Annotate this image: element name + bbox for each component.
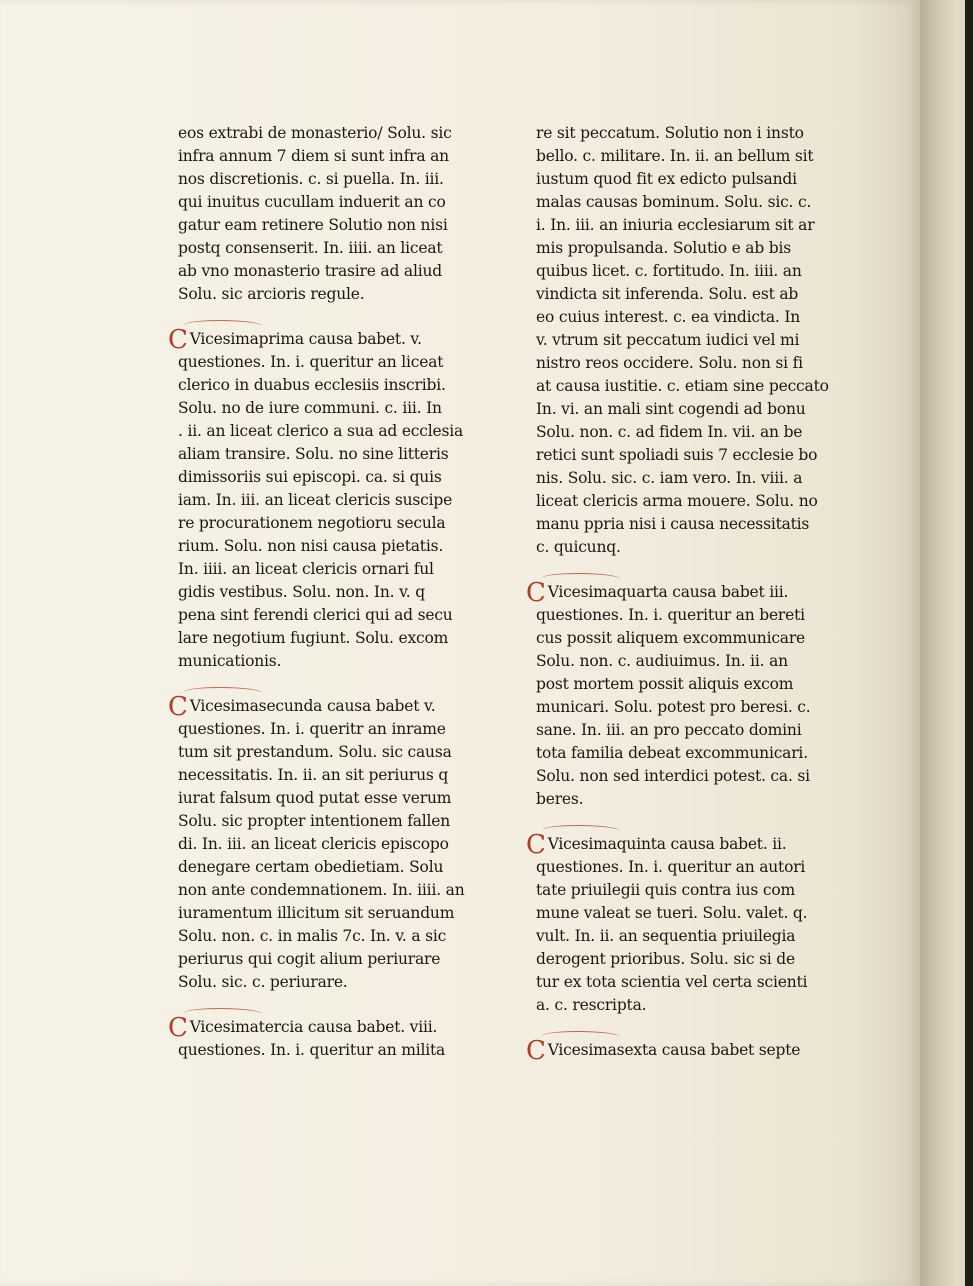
text-line	[178, 1039, 488, 1062]
line-text: di. In. iii. an liceat clericis episcopo	[178, 835, 449, 853]
line-text: nis. Solu. sic. c. iam vero. In. viii. a	[536, 469, 803, 487]
text-line	[178, 741, 488, 764]
line-text: infra annum 7 diem si sunt infra an	[178, 147, 449, 165]
text-line	[536, 122, 846, 145]
text-line	[178, 787, 488, 810]
line-text: nistro reos occidere. Solu. non si fi	[536, 354, 803, 372]
text-line	[526, 1036, 846, 1066]
text-line	[536, 398, 846, 421]
text-line	[536, 306, 846, 329]
line-text: iurat falsum quod putat esse verum	[178, 789, 452, 807]
text-line	[178, 512, 488, 535]
text-line	[178, 397, 488, 420]
rubricated-paragraph	[168, 692, 488, 994]
line-text: Solu. sic. c. periurare.	[178, 973, 348, 991]
text-line	[536, 765, 846, 788]
rubric-flourish	[184, 320, 262, 331]
text-line	[178, 604, 488, 627]
text-line	[178, 237, 488, 260]
line-text: Solu. sic arcioris regule.	[178, 285, 365, 303]
line-text: sane. In. iii. an pro peccato domini	[536, 721, 802, 739]
line-text: gatur eam retinere Solutio non nisi	[178, 216, 448, 234]
text-line	[536, 994, 846, 1017]
line-text: quibus licet. c. fortitudo. In. iiii. an	[536, 262, 802, 280]
line-text: Solu. non sed interdici potest. ca. si	[536, 767, 810, 785]
text-line	[536, 719, 846, 742]
text-line	[178, 260, 488, 283]
line-text: Vicesimaquarta causa babet iii.	[547, 583, 789, 601]
text-line	[536, 627, 846, 650]
rubricated-paragraph	[168, 325, 488, 673]
line-text: Vicesimaquinta causa babet. ii.	[547, 835, 787, 853]
text-line	[526, 830, 846, 860]
rubricated-paragraph	[526, 830, 846, 1017]
text-line	[536, 742, 846, 765]
text-line	[536, 375, 846, 398]
line-text: cus possit aliquem excommunicare	[536, 629, 806, 647]
text-line	[178, 214, 488, 237]
rubric-initial: C	[168, 325, 188, 355]
text-line	[178, 627, 488, 650]
line-text: non ante condemnationem. In. iiii. an	[178, 881, 465, 899]
text-line	[178, 489, 488, 512]
line-text: beres.	[536, 790, 584, 808]
text-line	[178, 191, 488, 214]
line-text: municari. Solu. potest pro beresi. c.	[536, 698, 811, 716]
line-text: nos discretionis. c. si puella. In. iii.	[178, 170, 444, 188]
text-line	[168, 692, 488, 722]
paragraph	[178, 122, 488, 306]
line-text: . ii. an liceat clerico a sua ad ecclesia	[178, 422, 464, 440]
text-line	[536, 696, 846, 719]
text-line	[178, 443, 488, 466]
line-text: necessitatis. In. ii. an sit periurus q	[178, 766, 449, 784]
text-line	[536, 260, 846, 283]
line-text: Solu. non. c. in malis 7c. In. v. a sic	[178, 927, 447, 945]
line-text: questiones. In. i. queritur an autori	[536, 858, 806, 876]
line-text: malas causas bominum. Solu. sic. c.	[536, 193, 812, 211]
line-text: vult. In. ii. an sequentia priuilegia	[536, 927, 796, 945]
line-text: iam. In. iii. an liceat clericis suscipe	[178, 491, 453, 509]
line-text: postq consenserit. In. iiii. an liceat	[178, 239, 443, 257]
line-text: derogent prioribus. Solu. sic si de	[536, 950, 795, 968]
rubric-initial: C	[526, 830, 546, 860]
text-line	[536, 788, 846, 811]
text-line	[536, 902, 846, 925]
line-text: In. iiii. an liceat clericis ornari ful	[178, 560, 434, 578]
line-text: tate priuilegii quis contra ius com	[536, 881, 795, 899]
line-text: v. vtrum sit peccatum iudici vel mi	[536, 331, 800, 349]
text-line	[536, 191, 846, 214]
rubricated-paragraph	[526, 578, 846, 811]
rubric-flourish	[184, 687, 262, 698]
text-line	[536, 421, 846, 444]
text-line	[536, 145, 846, 168]
line-text: bello. c. militare. In. ii. an bellum sit	[536, 147, 814, 165]
text-line	[536, 650, 846, 673]
line-text: Solu. sic propter intentionem fallen	[178, 812, 451, 830]
text-line	[536, 513, 846, 536]
line-text: Solu. no de iure communi. c. iii. In	[178, 399, 442, 417]
rubric-initial: C	[526, 1036, 546, 1066]
text-line	[536, 971, 846, 994]
text-line	[536, 673, 846, 696]
text-line	[536, 329, 846, 352]
line-text: questiones. In. i. queritur an bereti	[536, 606, 805, 624]
rubricated-paragraph	[526, 1036, 846, 1066]
line-text: qui inuitus cucullam induerit an co	[178, 193, 446, 211]
text-line	[536, 352, 846, 375]
line-text: tur ex tota scientia vel certa scienti	[536, 973, 808, 991]
rubricated-paragraph	[168, 1013, 488, 1062]
line-text: Vicesimasexta causa babet septe	[547, 1041, 801, 1059]
text-line	[178, 420, 488, 443]
line-text: eos extrabi de monasterio/ Solu. sic	[178, 124, 452, 142]
text-line	[536, 214, 846, 237]
text-line	[178, 764, 488, 787]
text-line	[536, 948, 846, 971]
line-text: periurus qui cogit alium periurare	[178, 950, 441, 968]
text-line	[168, 325, 488, 355]
text-line	[536, 604, 846, 627]
rubric-flourish	[542, 1031, 620, 1042]
line-text: questiones. In. i. queritur an liceat	[178, 353, 444, 371]
line-text: a. c. rescripta.	[536, 996, 647, 1014]
text-line	[536, 490, 846, 513]
line-text: questiones. In. i. queritur an milita	[178, 1041, 446, 1059]
line-text: dimissoriis sui episcopi. ca. si quis	[178, 468, 442, 486]
text-line	[178, 925, 488, 948]
line-text: clerico in duabus ecclesiis inscribi.	[178, 376, 446, 394]
text-line	[178, 810, 488, 833]
line-text: aliam transire. Solu. no sine litteris	[178, 445, 449, 463]
line-text: lare negotium fugiunt. Solu. excom	[178, 629, 449, 647]
line-text: c. quicunq.	[536, 538, 621, 556]
text-line	[536, 536, 846, 559]
text-line	[178, 168, 488, 191]
text-line	[178, 283, 488, 306]
line-text: ab vno monasterio trasire ad aliud	[178, 262, 442, 280]
line-text: retici sunt spoliadi suis 7 ecclesie bo	[536, 446, 818, 464]
line-text: pena sint ferendi clerici qui ad secu	[178, 606, 453, 624]
line-text: Vicesimaprima causa babet. v.	[189, 330, 422, 348]
line-text: questiones. In. i. queritr an inrame	[178, 720, 446, 738]
line-text: re procurationem negotioru secula	[178, 514, 446, 532]
line-text: Solu. non. c. audiuimus. In. ii. an	[536, 652, 788, 670]
line-text: eo cuius interest. c. ea vindicta. In	[536, 308, 801, 326]
rubric-flourish	[542, 825, 620, 836]
line-text: rium. Solu. non nisi causa pietatis.	[178, 537, 444, 555]
line-text: iustum quod fit ex edicto pulsandi	[536, 170, 797, 188]
text-line	[536, 444, 846, 467]
text-line	[526, 578, 846, 608]
rubric-flourish	[542, 573, 620, 584]
text-line	[536, 879, 846, 902]
text-line	[178, 122, 488, 145]
text-line	[178, 856, 488, 879]
line-text: mune valeat se tueri. Solu. valet. q.	[536, 904, 808, 922]
text-line	[178, 535, 488, 558]
text-line	[178, 581, 488, 604]
text-line	[168, 1013, 488, 1043]
text-column-left	[168, 122, 488, 1062]
line-text: tota familia debeat excommunicari.	[536, 744, 808, 762]
line-text: In. vi. an mali sint cogendi ad bonu	[536, 400, 806, 418]
line-text: iuramentum illicitum sit seruandum	[178, 904, 455, 922]
line-text: liceat clericis arma mouere. Solu. no	[536, 492, 818, 510]
rubric-initial: C	[526, 578, 546, 608]
line-text: manu ppria nisi i causa necessitatis	[536, 515, 810, 533]
text-column-right	[526, 122, 846, 1066]
line-text: post mortem possit aliquis excom	[536, 675, 794, 693]
paragraph	[536, 122, 846, 559]
text-line	[178, 351, 488, 374]
text-line	[536, 237, 846, 260]
line-text: denegare certam obedietiam. Solu	[178, 858, 444, 876]
text-line	[536, 856, 846, 879]
line-text: tum sit prestandum. Solu. sic causa	[178, 743, 452, 761]
text-line	[178, 466, 488, 489]
text-line	[178, 558, 488, 581]
line-text: gidis vestibus. Solu. non. In. v. q	[178, 583, 425, 601]
line-text: mis propulsanda. Solutio e ab bis	[536, 239, 792, 257]
rubric-initial: C	[168, 1013, 188, 1043]
text-line	[178, 650, 488, 673]
binding-shadow	[965, 0, 973, 1286]
line-text: Vicesimatercia causa babet. viii.	[189, 1018, 438, 1036]
text-line	[178, 879, 488, 902]
text-line	[536, 925, 846, 948]
line-text: at causa iustitie. c. etiam sine peccato	[536, 377, 829, 395]
line-text: re sit peccatum. Solutio non i insto	[536, 124, 804, 142]
text-line	[178, 971, 488, 994]
line-text: vindicta sit inferenda. Solu. est ab	[536, 285, 799, 303]
line-text: Solu. non. c. ad fidem In. vii. an be	[536, 423, 803, 441]
text-line	[536, 168, 846, 191]
text-line	[178, 833, 488, 856]
line-text: Vicesimasecunda causa babet v.	[189, 697, 436, 715]
text-line	[536, 467, 846, 490]
line-text: municationis.	[178, 652, 282, 670]
text-line	[178, 718, 488, 741]
text-line	[178, 948, 488, 971]
rubric-initial: C	[168, 692, 188, 722]
text-line	[178, 145, 488, 168]
rubric-flourish	[184, 1008, 262, 1019]
text-line	[178, 902, 488, 925]
line-text: i. In. iii. an iniuria ecclesiarum sit ar	[536, 216, 815, 234]
text-line	[536, 283, 846, 306]
text-line	[178, 374, 488, 397]
